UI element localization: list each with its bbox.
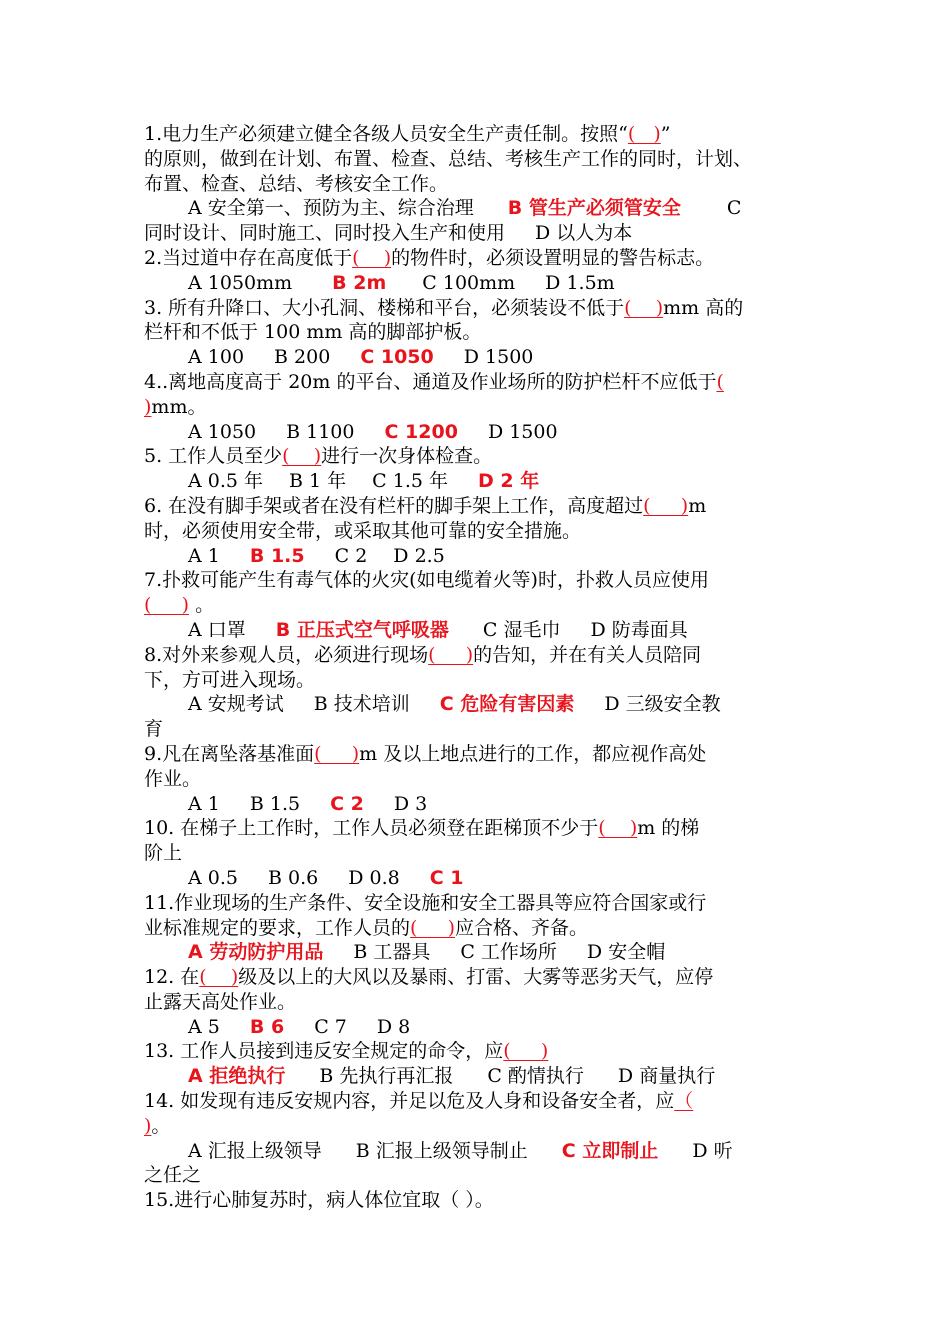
answer-blank: ( ) [598,817,638,840]
question-7 [144,568,814,642]
option-c-correct: C 危险有害因素 [439,693,575,716]
option-c-cont: 同时设计、同时施工、同时投入生产和使用 [144,222,506,245]
question-text: 作业。 [144,767,202,790]
answer-blank: ( ) [282,445,322,468]
option-a: A 口罩 [188,618,246,641]
option-a: A 安全第一、预防为主、综合治理 [188,197,474,220]
option-b: B 1100 [286,420,355,443]
answer-blank: ( ) [410,916,456,939]
answer-blank: ) [144,1114,152,1137]
option-d-correct: D 2 年 [478,470,540,493]
question-5 [144,444,814,494]
option-d: D 防毒面具 [590,618,688,641]
answer-blank: ( ) [428,643,474,666]
option-d: D 2.5 [393,544,445,567]
option-d: D 商量执行 [617,1065,716,1088]
option-c-correct: C 2 [330,792,364,815]
option-b-correct: B 管生产必须管安全 [507,197,681,220]
options-line [144,345,814,370]
option-c: C [726,197,742,220]
question-text: 9.凡在离坠落基准面( )m 及以上地点进行的工作，都应视作高处 [144,742,707,765]
question-text: 13. 工作人员接到违反安全规定的命令，应( ) [144,1040,549,1063]
options-line [144,940,814,965]
question-10 [144,816,814,890]
question-text: 15.进行心肺复苏时，病人体位宜取（ ）。 [144,1189,494,1212]
question-9 [144,742,814,816]
question-11 [144,891,814,965]
option-d: D 1500 [487,420,558,443]
question-15 [144,1188,814,1213]
question-13 [144,1039,814,1089]
answer-blank: ( ) [352,246,392,269]
question-text: 阶上 [144,842,183,865]
option-d: D 以人为本 [535,222,633,245]
question-14 [144,1089,814,1188]
question-text: 业标准规定的要求，工作人员的( )应合格、齐备。 [144,916,589,939]
question-text: 10. 在梯子上工作时，工作人员必须登在距梯顶不少于( )m 的梯 [144,817,700,840]
question-3 [144,296,814,370]
option-d: D 安全帽 [586,941,666,964]
option-d: D 1.5m [545,271,615,294]
option-d: D 三级安全教 [604,693,721,716]
question-1 [144,122,814,246]
options-line [144,469,814,494]
option-c: C 100mm [422,271,516,294]
question-text: ( ) 。 [144,594,215,617]
question-text: 3. 所有升降口、大小孔洞、楼梯和平台，必须装设不低于( )mm 高的 [144,296,744,319]
option-a: A 1 [188,792,220,815]
option-c-correct: C 立即制止 [561,1139,659,1162]
options-line [144,692,814,717]
option-c: C 酌情执行 [487,1065,584,1088]
option-a: A 1 [188,544,220,567]
option-b: B 200 [274,346,331,369]
option-b: B 0.6 [267,866,319,889]
options-line [144,196,814,221]
option-a: A 0.5 年 [188,470,264,493]
options-line [144,618,814,643]
options-line [144,1139,814,1164]
options-line [144,1064,814,1089]
question-text: )mm。 [144,395,207,418]
question-text: 11.作业现场的生产条件、安全设施和安全工器具等应符合国家或行 [144,891,707,914]
answer-blank: ( ) [624,296,664,319]
answer-blank: （ [674,1090,694,1113]
options-line [144,544,814,569]
answer-blank: ) [144,395,152,418]
question-text: 栏杆和不低于 100 mm 高的脚部护板。 [144,321,482,344]
option-b-correct: B 2m [332,271,387,294]
question-text: 的原则，做到在计划、布置、检查、总结、考核生产工作的同时，计划、 [144,147,753,170]
option-a: A 1050mm [188,271,293,294]
option-b-correct: B 1.5 [249,544,305,567]
options-line [144,221,814,246]
option-b: B 1 年 [289,470,347,493]
option-c: C 1.5 年 [372,470,449,493]
question-text: 止露天高处作业。 [144,990,297,1013]
options-line [144,271,814,296]
question-text: 5. 工作人员至少( )进行一次身体检查。 [144,445,493,468]
question-text: 下，方可进入现场。 [144,668,316,691]
option-b: B 先执行再汇报 [319,1065,454,1088]
option-d: D 听 [692,1139,733,1162]
options-line: 之任之 [144,1164,202,1187]
option-c-correct: C 1 [429,866,464,889]
question-text: )。 [144,1114,171,1137]
question-12 [144,965,814,1039]
question-8 [144,643,814,742]
option-a: A 1050 [188,420,257,443]
option-d: D 3 [393,792,428,815]
option-c: C 湿毛巾 [482,618,561,641]
option-a: A 100 [188,346,245,369]
question-text: 布置、检查、总结、考核安全工作。 [144,172,449,195]
option-c: C 7 [314,1015,347,1038]
answer-blank: ( ) [314,742,360,765]
question-text: 4..离地高度高于 20m 的平台、通道及作业场所的防护栏杆不应低于( [144,370,724,393]
options-line [144,866,814,891]
question-text: 6. 在没有脚手架或者在没有栏杆的脚手架上工作，高度超过( )m [144,494,707,517]
option-c-correct: C 1200 [384,420,458,443]
question-text: 1.电力生产必须建立健全各级人员安全生产责任制。按照“( )” [144,123,671,145]
option-b: B 工器具 [353,941,431,964]
option-d: D 1500 [463,346,534,369]
answer-blank: ( ) [199,966,239,989]
question-6 [144,494,814,568]
options-line: 育 [144,718,164,741]
option-b: B 技术培训 [313,693,410,716]
option-a: A 5 [188,1015,220,1038]
options-line [144,1015,814,1040]
option-c: C 工作场所 [460,941,557,964]
option-a: A 0.5 [188,866,238,889]
question-text: 7.扑救可能产生有毒气体的火灾(如电缆着火等)时，扑救人员应使用 [144,569,709,592]
option-b: B 汇报上级领导制止 [355,1139,528,1162]
option-c: C 2 [334,544,368,567]
option-b: B 1.5 [249,792,301,815]
question-text: 2.当过道中存在高度低于( )的物件时，必须设置明显的警告标志。 [144,246,715,269]
option-b-correct: B 6 [249,1015,285,1038]
answer-blank: ( [716,370,724,393]
options-line [144,792,814,817]
options-line [144,420,814,445]
question-text: 14. 如发现有违反安规内容，并足以危及人身和设备安全者，应（ [144,1090,694,1113]
option-a-correct: A 拒绝执行 [188,1065,286,1088]
question-4 [144,370,814,444]
question-2 [144,246,814,296]
option-d: D 0.8 [348,866,400,889]
option-c-correct: C 1050 [360,346,434,369]
option-b-correct: B 正压式空气呼吸器 [275,618,449,641]
question-text: 时，必须使用安全带，或采取其他可靠的安全措施。 [144,519,582,542]
option-a: A 汇报上级领导 [188,1139,322,1162]
question-text: 12. 在( )级及以上的大风以及暴雨、打雷、大雾等恶劣天气，应停 [144,966,714,989]
option-a-correct: A 劳动防护用品 [188,941,324,964]
exam-page [144,122,814,1213]
option-d: D 8 [376,1015,411,1038]
question-text: 8.对外来参观人员，必须进行现场( )的告知，并在有关人员陪同 [144,643,702,666]
option-a: A 安规考试 [188,693,284,716]
answer-blank: ( ) [643,494,689,517]
answer-blank: ( ) [503,1040,549,1063]
answer-blank: ( ) [627,123,661,145]
answer-blank: ( ) [144,594,190,617]
